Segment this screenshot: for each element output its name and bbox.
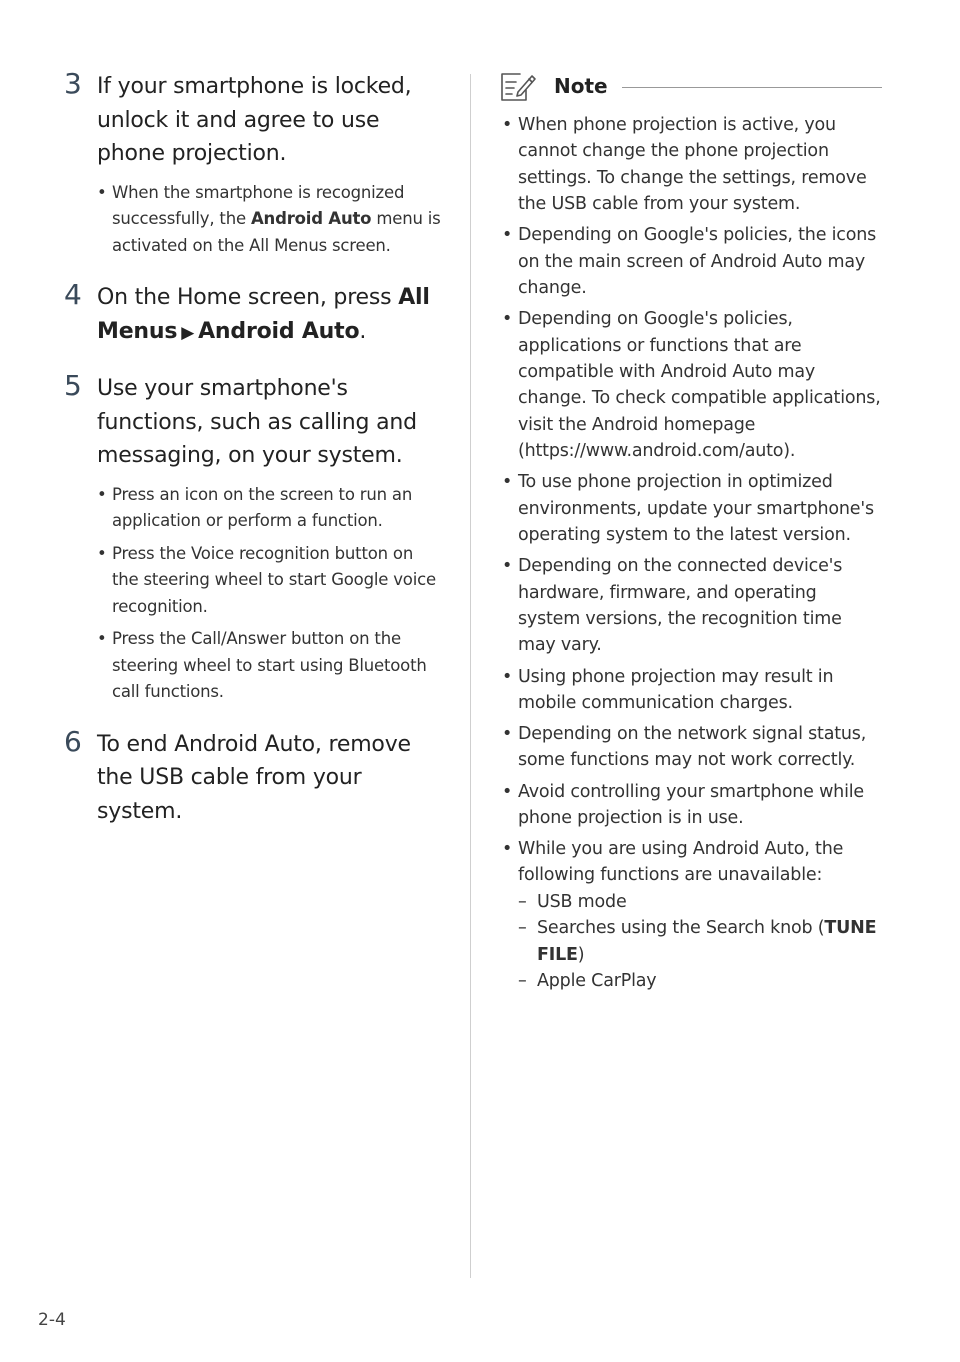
bullet-text: menu is activated on the All Menus screen. <box>112 209 441 255</box>
step-number: 3 <box>64 67 82 100</box>
note-list <box>498 112 882 995</box>
step-5 <box>64 369 444 706</box>
step-3 <box>64 67 444 259</box>
note-header <box>498 68 882 104</box>
step-3-bullets <box>97 180 444 260</box>
step-text: If your smartphone is locked, unlock it and agree to use phone projection. <box>97 74 412 166</box>
note-pencil-icon <box>498 68 538 104</box>
note-column <box>498 68 882 999</box>
step-text: Use your smartphone's functions, such as calling and messaging, on your system. <box>97 376 417 468</box>
list-item: • Depending on the connected device's hardware, firmware, and operating system versions, the recognition time may vary. <box>498 553 882 659</box>
list-item: • When phone projection is active, you cannot change the phone projection settings. To change the settings, remove the USB cable from your system. <box>498 112 882 218</box>
list-item: • Avoid controlling your smartphone while phone projection is in use. <box>498 779 882 832</box>
sub-list-text: Searches using the Search knob ( <box>537 918 825 939</box>
arrow-right-icon: ▶ <box>181 322 195 343</box>
step-number: 5 <box>64 369 82 402</box>
step-text: To end Android Auto, remove the USB cable from your system. <box>97 731 411 824</box>
note-title: Note <box>554 74 608 98</box>
step-text <box>97 281 444 350</box>
bullet-text: When the smartphone is recognized successfully, the <box>112 182 405 228</box>
step-5-bullets <box>97 482 444 706</box>
list-item: • Depending on Google's policies, applications or functions that are compatible with Android Auto may change. To check compatible applications, visit the Android homepage (https://www.android.com/auto). <box>498 306 882 464</box>
list-item <box>498 836 882 994</box>
menu-name: All Menus <box>97 285 430 344</box>
step-6 <box>64 724 444 829</box>
note-rule <box>622 87 882 88</box>
column-divider <box>470 74 471 1278</box>
list-item: • Press the Voice recognition button on the steering wheel to start Google voice recognition. <box>97 541 444 621</box>
sub-list-item: – USB mode <box>518 889 882 915</box>
step-text-part: On the Home screen, press <box>97 285 399 310</box>
step-number: 4 <box>64 278 82 311</box>
page-number: 2-4 <box>38 1310 66 1330</box>
list-item-text: While you are using Android Auto, the following functions are unavailable: <box>518 839 844 886</box>
list-item: • Depending on Google's policies, the icons on the main screen of Android Auto may change. <box>498 222 882 301</box>
menu-name: Android Auto <box>250 209 372 228</box>
list-item: • Depending on the network signal status, some functions may not work correctly. <box>498 721 882 774</box>
instructions-column <box>64 67 444 850</box>
step-number: 6 <box>64 724 82 758</box>
list-item: • Press an icon on the screen to run an application or perform a function. <box>97 482 444 535</box>
list-item: • Press the Call/Answer button on the steering wheel to start using Bluetooth call functions. <box>97 626 444 706</box>
menu-name: Android Auto <box>198 318 360 344</box>
sub-list-item <box>518 915 882 968</box>
step-4 <box>64 278 444 350</box>
list-item: • To use phone projection in optimized environments, update your smartphone's operating system to the latest version. <box>498 469 882 548</box>
list-item: • Using phone projection may result in mobile communication charges. <box>498 664 882 717</box>
step-text-part: . <box>359 318 367 344</box>
sub-list-item: – Apple CarPlay <box>518 968 882 994</box>
sub-list-text: ) <box>577 944 585 965</box>
unavailable-functions-list <box>518 889 882 995</box>
list-item <box>97 180 444 260</box>
knob-name: TUNE FILE <box>537 918 877 965</box>
